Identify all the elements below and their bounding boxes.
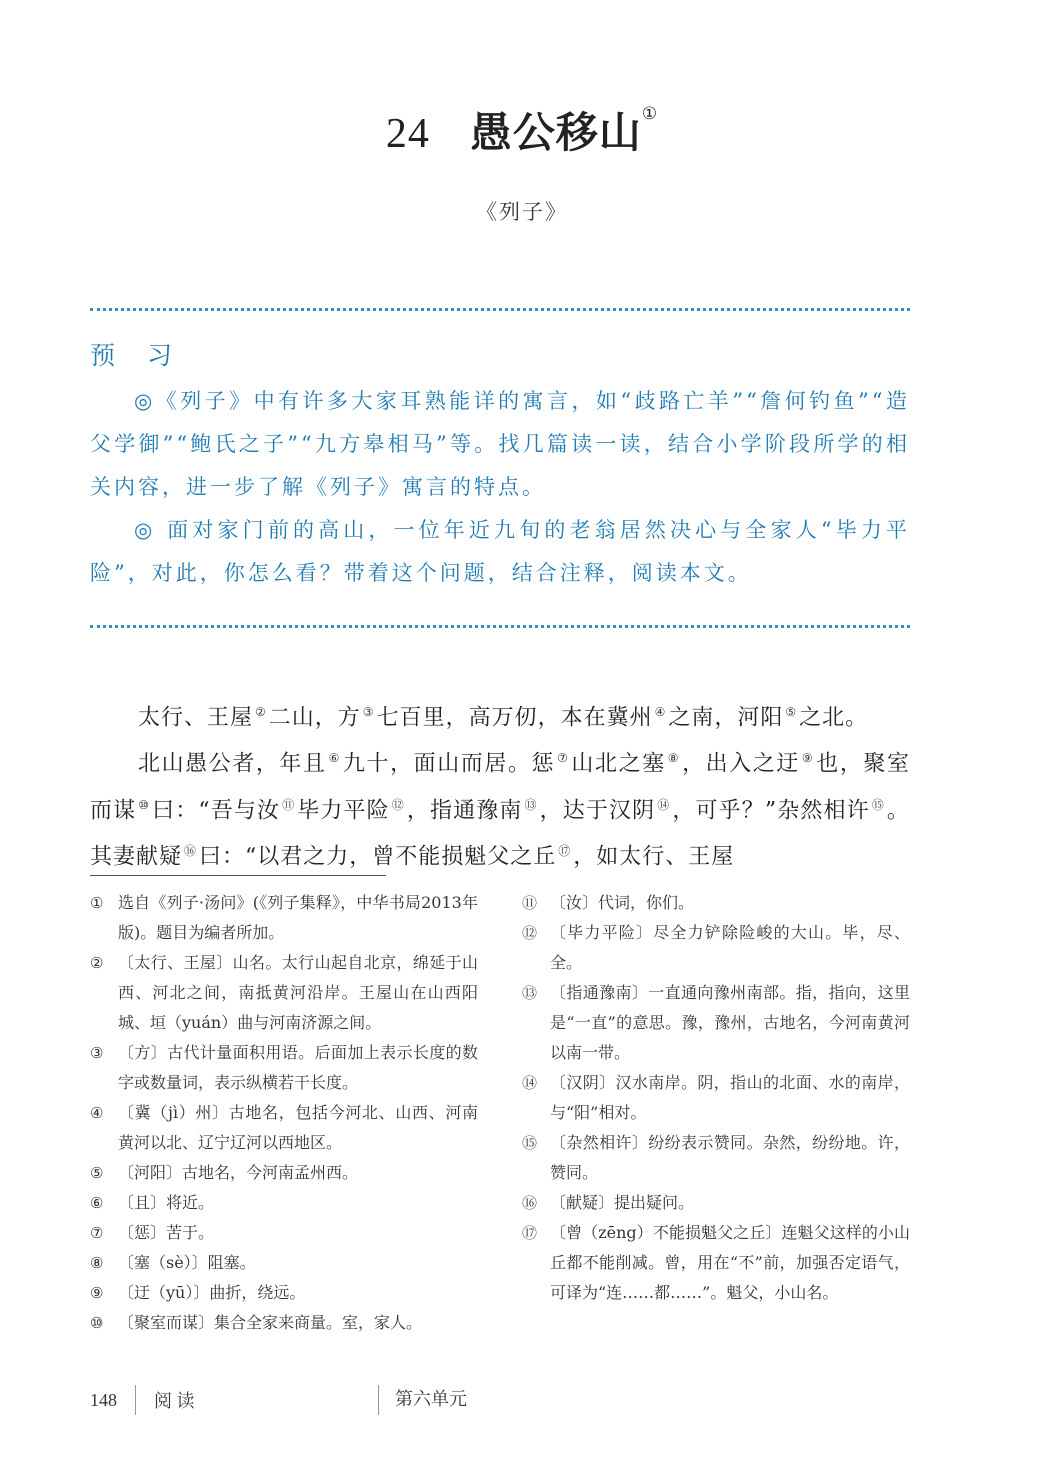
footnote-text: 〔塞（sè）〕阻塞。 [118,1253,256,1272]
footnote-ref: ⑭ [657,797,671,812]
text-run: 山北之塞 [571,751,666,777]
text-run: 太行、王屋 [138,705,254,731]
footnote-item [522,888,910,918]
main-paragraph-2 [90,738,910,877]
footnote-text: 〔毕力平险〕尽全力铲除险峻的大山。毕，尽、全。 [550,923,910,972]
text-run: 九十，面山而居。惩 [342,751,556,777]
footnote-number: ⑫ [522,924,538,942]
text-run: 北山愚公者，年且 [138,751,327,777]
footnote-text: 〔冀（jì）州〕古地名，包括今河北、山西、河南黄河以北、辽宁辽河以西地区。 [118,1103,478,1152]
text-run: 之北。 [799,705,869,731]
lesson-title-text: 愚公移山 [469,108,642,157]
footnote-number: ⑰ [522,1224,538,1242]
footnote-ref: ⑰ [558,843,572,858]
divider-bottom [90,625,910,628]
preview-heading: 预 习 [90,341,184,370]
footnote-ref: ⑩ [138,797,151,812]
footnote-number: ③ [90,1044,104,1062]
text-run: 也，聚室而谋 [90,751,910,823]
text-run: 七百里，高万仞，本在冀州 [376,705,653,731]
title-footnote-ref: ① [641,104,659,124]
page-number: 148 [90,1389,117,1410]
text-run: 曰：“吾与汝 [152,797,281,823]
footnote-text: 〔且〕将近。 [118,1193,215,1212]
footnote-item [522,1218,910,1308]
footnote-ref: ⑦ [557,751,570,766]
footnote-item [522,978,910,1068]
footnote-text: 〔太行、王屋〕山名。太行山起自北京，绵延于山西、河北之间，南抵黄河沿岸。王屋山在山西阳城、垣（yuán）曲与河南济源之间。 [118,953,478,1032]
footnote-item [90,1248,478,1278]
footnote-ref: ② [255,705,267,719]
page-footer [90,1385,195,1415]
footnote-number: ⑭ [522,1074,538,1092]
footnote-text: 〔聚室而谋〕集合全家来商量。室，家人。 [118,1313,423,1332]
footnote-text: 〔献疑〕提出疑问。 [550,1193,695,1212]
main-text [90,692,910,877]
footnote-number: ④ [90,1104,104,1122]
text-run: 毕力平险 [297,797,390,823]
footnote-text: 〔汉阴〕汉水南岸。阴，指山的北面、水的南岸，与“阳”相对。 [550,1073,910,1122]
lesson-number: 24 [385,111,430,157]
footnote-ref: ⑤ [785,705,798,719]
footnotes-left-column [90,888,478,1338]
footnote-item [90,1188,478,1218]
source-book: 《列子》 [476,200,568,224]
footnote-ref: ⑬ [524,797,538,812]
footnote-text: 〔指通豫南〕一直通向豫州南部。指，指向，这里是“一直”的意思。豫，豫州，古地名，今河南黄河以南一带。 [550,983,910,1062]
footnote-text: 〔杂然相许〕纷纷表示赞同。杂然，纷纷地。许，赞同。 [550,1133,910,1182]
footnote-item [90,1098,478,1158]
footnotes [90,888,910,1338]
footnotes-right-column [522,888,910,1338]
footnote-item [90,948,478,1038]
footer-unit-block [378,1385,467,1415]
text-run: 曰：“以君之力，曾不能损魁父之丘 [199,844,557,870]
text-run: ，达于汉阴 [539,797,656,823]
text-run: ，如太行、王屋 [573,844,735,870]
footnote-number: ⑬ [522,984,538,1002]
footnote-number: ⑮ [522,1134,538,1152]
footer-unit: 第六单元 [395,1389,467,1410]
footnote-item [90,1218,478,1248]
footnote-rule [90,875,386,876]
text-run: ，指通豫南 [406,797,523,823]
text-run: 之南，河阳 [668,705,784,731]
text-run: ，可乎？”杂然相许 [672,797,870,823]
footnote-number: ② [90,954,104,972]
footnote-ref: ⑧ [667,751,681,766]
footnote-item [90,1308,478,1338]
footnote-number: ⑩ [90,1314,104,1332]
footnote-item [522,918,910,978]
footnote-item [522,1128,910,1188]
footnote-text: 〔河阳〕古地名，今河南孟州西。 [118,1163,359,1182]
footer-divider [135,1385,136,1415]
footnote-number: ⑧ [90,1254,104,1272]
footnote-number: ⑪ [522,894,538,912]
footnote-text: 〔方〕古代计量面积用语。后面加上表示长度的数字或数量词，表示纵横若干长度。 [118,1043,478,1092]
main-paragraph-1 [90,692,910,738]
footnote-text: 选自《列子·汤问》(《列子集释》，中华书局2013年版)。题目为编者所加。 [118,893,478,942]
footnote-item [90,1038,478,1098]
footnote-text: 〔曾（zēng）不能损魁父之丘〕连魁父这样的小山丘都不能削减。曾，用在“不”前，加强否定语气，可译为“连……都……”。魁父，小山名。 [550,1223,910,1302]
footnote-ref: ⑥ [328,751,341,766]
preview-paragraph-1: ◎《列子》中有许多大家耳熟能详的寓言，如“歧路亡羊”“詹何钓鱼”“造父学御”“鲍氏之子”“九方皋相马”等。找几篇读一读，结合小学阶段所学的相关内容，进一步了解《列子》寓言的特点。 [90,389,910,499]
footnote-item [90,888,478,948]
footnote-number: ⑤ [90,1164,104,1182]
lesson-title [0,100,1044,160]
footnote-number: ① [90,894,104,912]
text-run: 。其妻献疑 [90,797,910,870]
footnote-ref: ⑯ [184,843,198,858]
footnote-item [90,1158,478,1188]
footnote-ref: ③ [362,705,375,719]
footnote-ref: ⑫ [391,797,405,812]
footnote-item [90,1278,478,1308]
footnote-text: 〔惩〕苦于。 [118,1223,215,1242]
preview-paragraph-2: ◎ 面对家门前的高山，一位年近九旬的老翁居然决心与全家人“毕力平险”，对此，你怎么看？带着这个问题，结合注释，阅读本文。 [90,518,910,585]
footnote-ref: ⑪ [282,797,296,812]
footnote-item [522,1068,910,1128]
footnote-ref: ⑮ [871,797,885,812]
footer-unit-divider [378,1385,379,1415]
preview-section [90,336,910,595]
divider-top [90,308,910,311]
footnote-ref: ④ [654,705,667,719]
footnote-text: 〔迂（yū）〕曲折，绕远。 [118,1283,306,1302]
footnote-item [522,1188,910,1218]
footnote-text: 〔汝〕代词，你们。 [550,893,695,912]
footer-section: 阅 读 [154,1391,195,1411]
footnote-ref: ⑨ [801,751,815,766]
footnote-number: ⑨ [90,1284,104,1302]
footnote-number: ⑥ [90,1194,104,1212]
text-run: 二山，方 [268,705,361,731]
text-run: ，出入之迂 [682,751,800,777]
footnote-number: ⑦ [90,1224,104,1242]
footnote-number: ⑯ [522,1194,538,1212]
